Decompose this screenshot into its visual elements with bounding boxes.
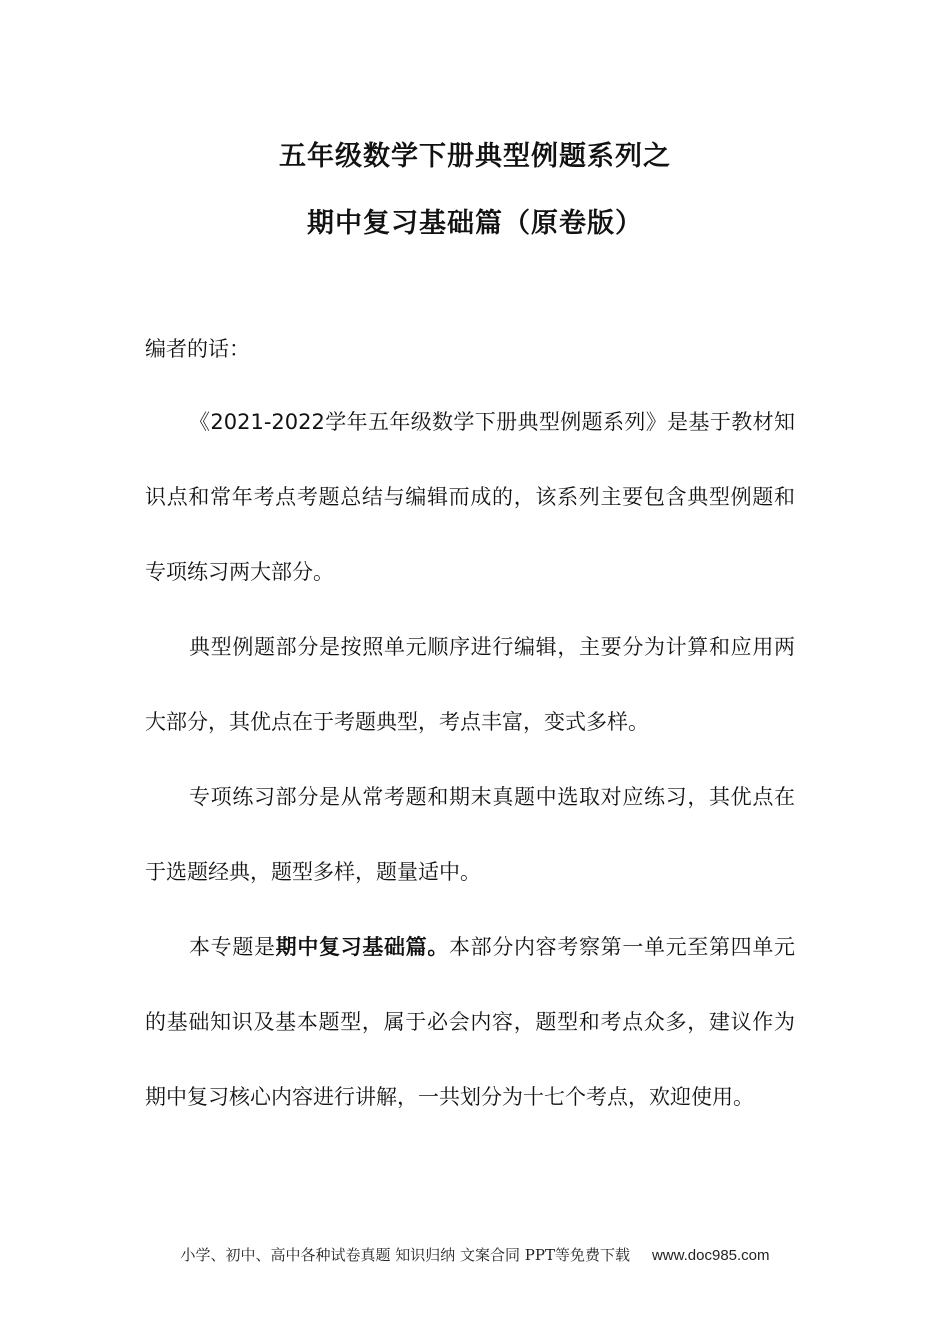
paragraph-special-practice: 专项练习部分是从常考题和期末真题中选取对应练习，其优点在于选题经典，题型多样，题量适中。 [145,785,795,884]
paragraph-typical-examples: 典型例题部分是按照单元顺序进行编辑，主要分为计算和应用两大部分，其优点在于考题典型，考点丰富，变式多样。 [145,635,795,734]
topic-prefix: 本专题是 [189,935,276,959]
paragraph-topic-description [145,910,795,1135]
intro-label: 编者的话： [145,337,250,361]
document-body [145,385,795,1135]
document-title-line-2: 期中复习基础篇（原卷版） [307,208,643,239]
paragraph-series-intro: 《2021-2022学年五年级数学下册典型例题系列》是基于教材知识点和常年考点考题总结与编辑而成的，该系列主要包含典型例题和专项练习两大部分。 [145,410,795,584]
page-footer [0,1244,950,1265]
footer-url[interactable]: www.doc985.com [651,1247,770,1264]
topic-name-bold: 期中复习基础篇。 [275,935,450,959]
topic-description: 本部分内容考察第一单元至第四单元的基础知识及基本题型，属于必会内容，题型和考点众多，建议作为期中复习核心内容进行讲解，一共划分为十七个考点，欢迎使用。 [145,935,796,1109]
footer-text: 小学、初中、高中各种试卷真题 知识归纳 文案合同 PPT等免费下载 [180,1246,630,1264]
document-title-line-1: 五年级数学下册典型例题系列之 [279,141,671,172]
